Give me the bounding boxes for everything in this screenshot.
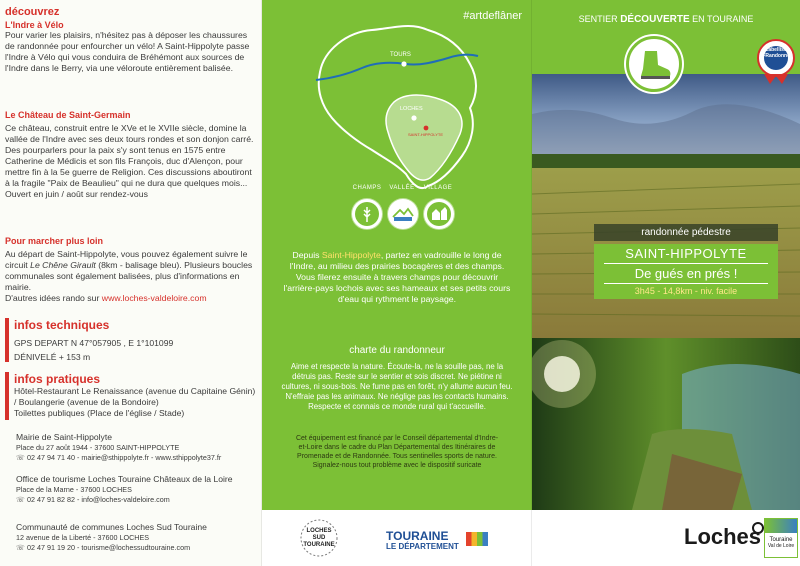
badge-line-2: FFRandonnée (759, 53, 793, 59)
chateau-hours: Ouvert en juin / août sur rendez-vous (5, 189, 148, 199)
loches-marker (411, 115, 416, 120)
village-icon (424, 199, 454, 229)
middle-panel (262, 0, 532, 566)
department-map (302, 18, 492, 196)
badge-text (756, 47, 796, 59)
badge-line-1: Labellisé (765, 47, 787, 53)
route-stats: 3h45 - 14,8km - niv. facile (604, 283, 768, 296)
decouvrez-heading: découvrez (5, 6, 60, 18)
communaute-name: Communauté de communes Loches Sud Touraine (16, 522, 207, 532)
walk-intro (280, 250, 514, 305)
plus-loin-title: Pour marcher plus loin (5, 236, 104, 246)
plus-loin-text (5, 249, 257, 293)
icon-label-vallee: VALLÉE (389, 185, 415, 191)
touraine-logo-text-1: Touraine (769, 537, 793, 543)
plus-loin-section (5, 236, 257, 304)
chateau-text: Ce château, construit entre le XVe et le XVIIe siècle, domine la vallée de l'Indre avec ses deux tours rondes et son donjon carré. Des pourparlers pour la paix s'y sont tenus en 1575 entre Catherine de Médicis et son fils François, duc d'Alençon, pour mettre fin à la 5e guerre de Religion. Ces discussions aboutiront à la fragile "Paix de Beaulieu" qui ne dura que quelques mois... (5, 123, 254, 188)
communaute-address: 12 avenue de la Liberté - 37600 LOCHES (16, 533, 150, 542)
tourisme-contact (16, 474, 256, 504)
touraine-val-de-loire-logo (764, 518, 798, 558)
sentier-prefix: SENTIER (578, 14, 621, 24)
tourisme-contact-text: 02 47 91 82 82 - info@loches-valdeloire.com (27, 494, 170, 504)
map-svg (302, 18, 492, 196)
chateau-section (5, 110, 257, 200)
wheat-icon (352, 199, 382, 229)
middle-footer (262, 510, 532, 566)
touraine-logo-top (765, 519, 797, 533)
plus-loin-text-2: (8km - balisage bleu). Plusieurs boucles communales sont également balisées, plus d'informations en mairie. (5, 260, 253, 292)
icon-label-champs: CHAMPS (352, 185, 382, 191)
infos-techniques-title: infos techniques (14, 318, 110, 332)
ideas-link[interactable]: www.loches-valdeloire.com (101, 293, 207, 303)
tourisme-address: Place de la Marne - 37600 LOCHES (16, 485, 132, 494)
map-label-tours: TOURS (390, 52, 411, 58)
infos-pratiques-bar (5, 372, 9, 420)
infos-pratiques-section (14, 372, 257, 419)
hashtag: #artdeflâner (463, 10, 522, 22)
touraine-logo-text-2: Val de Loire (767, 543, 795, 549)
left-panel (0, 0, 262, 566)
map-label-loches: LOCHES (400, 106, 423, 112)
lst-line-1: LOCHES (306, 528, 332, 534)
ideas-prefix: D'autres idées rando sur (5, 293, 102, 303)
touraine-logo-line-1: TOURAINE (386, 529, 449, 543)
sentier-suffix: EN TOURAINE (689, 14, 754, 24)
phone-icon: ☏ (16, 494, 27, 504)
mairie-contact-line (16, 453, 256, 463)
route-title-block (594, 244, 778, 299)
loches-logo: Loches (684, 524, 762, 549)
charte-text: Aime et respecte la nature. Écoute-la, ne la souille pas, ne la détruis pas. Reste sur le sentier et sois discret. Ne piétine ni cultures, ni sous-bois. Ne fume pas en forêt, n'y allume aucun feu. N'effraie pas les animaux. Ne néglige pas les contacts humains. Respecte et connais ce monde rural qui t'accueille. (281, 362, 513, 411)
route-type: randonnée pédestre (594, 224, 778, 241)
lst-text (296, 528, 342, 549)
map-label-village: SAINT-HIPPOLYTE (408, 132, 444, 137)
phone-icon: ☏ (16, 542, 27, 552)
plus-loin-text-1: Au départ de Saint-Hippolyte, vous pouvez également suivre le circuit (5, 249, 248, 270)
ideas-line (5, 293, 257, 304)
cover-footer (532, 510, 800, 566)
infos-techniques-section (14, 318, 257, 363)
charte-title: charte du randonneur (349, 345, 445, 356)
icon-label-village: VILLAGE (423, 185, 453, 191)
lst-line-2: SUD (312, 535, 326, 541)
chateau-title: Le Château de Saint-Germain (5, 110, 131, 120)
toilettes-info: Toilettes publiques (Place de l'église / Stade) (14, 408, 185, 418)
mairie-contact-text: 02 47 94 71 40 - mairie@sthippolyte.fr - www.sthippolyte37.fr (27, 452, 222, 462)
route-name: De gués en prés ! (604, 263, 768, 281)
village-marker (424, 126, 429, 131)
velo-title: L'Indre à Vélo (5, 20, 64, 30)
infos-pratiques-title: infos pratiques (14, 372, 101, 386)
intro-text: , partez en vadrouille le long de l'Indre, au milieu des prairies bocagères et des champs. Vous filerez ensuite à travers champs pour découvrir l'arrière-pays lochois avec ses hameaux et ses petits cours d'eau qui rythment le paysage. (283, 250, 511, 304)
circuit-name: Le Chêne Girault (30, 260, 96, 270)
loches-logo-dot-icon (752, 522, 764, 534)
touraine-logo-line-2: LE DÉPARTEMENT (386, 542, 459, 551)
gps-coordinates: GPS DEPART N 47°057905 , E 1°101099 (14, 338, 174, 348)
infos-techniques-bar (5, 318, 9, 362)
communaute-contact (16, 522, 256, 552)
route-village: SAINT-HIPPOLYTE (625, 246, 747, 261)
hiking-boot-icon (626, 36, 682, 92)
hotel-info: Hôtel-Restaurant Le Renaissance (avenue du Capitaine Génin) / Boulangerie (avenue de la Bondoire) (14, 386, 256, 407)
cover-panel (532, 0, 800, 566)
tourisme-name: Office de tourisme Loches Touraine Châteaux de la Loire (16, 474, 233, 484)
touraine-color-bars (466, 532, 488, 546)
communaute-contact-text: 02 47 91 19 20 - tourisme@lochessudtouraine.com (27, 542, 191, 552)
velo-text: Pour varier les plaisirs, n'hésitez pas à déposer les chaussures de randonnée pour enfourcher un vélo! A Saint-Hippolyte passe l'Indre à Vélo qui vous conduira de Bréhémont aux sources de l'Indre dans le Berry, via une véloroute entièrement balisée. (5, 30, 250, 73)
intro-place: Saint-Hippolyte (321, 250, 381, 260)
route-info-box (594, 224, 778, 299)
denivele: DÉNIVELÉ + 153 m (14, 352, 91, 362)
velo-section (5, 20, 257, 74)
intro-prefix: Depuis (292, 250, 322, 260)
communaute-contact-line (16, 543, 256, 553)
loches-sud-touraine-logo (296, 518, 342, 558)
funding-text: Cet équipement est financé par le Conseil départemental d'Indre-et-Loire dans le cadre du Plan Départemental des Itinéraires de Promenade et de Randonnée. Tous sentinelles sports de nature. Signalez-nous tout problème avec le dispositif suricate (295, 435, 499, 469)
valley-icon (388, 199, 418, 229)
tours-marker (401, 61, 406, 66)
sentier-header (532, 14, 800, 25)
sentier-bold: DÉCOUVERTE (620, 14, 690, 25)
landscape-icons (342, 185, 462, 235)
phone-icon: ☏ (16, 452, 27, 462)
lst-line-3: TOURAINE (303, 542, 335, 548)
mairie-contact (16, 432, 256, 462)
mairie-address: Place du 27 août 1944 - 37600 SAINT-HIPPOLYTE (16, 443, 180, 452)
ffrandonnee-label-badge (756, 38, 796, 86)
mairie-name: Mairie de Saint-Hippolyte (16, 432, 113, 442)
tourisme-contact-line (16, 495, 256, 505)
touraine-departement-logo (386, 530, 459, 551)
